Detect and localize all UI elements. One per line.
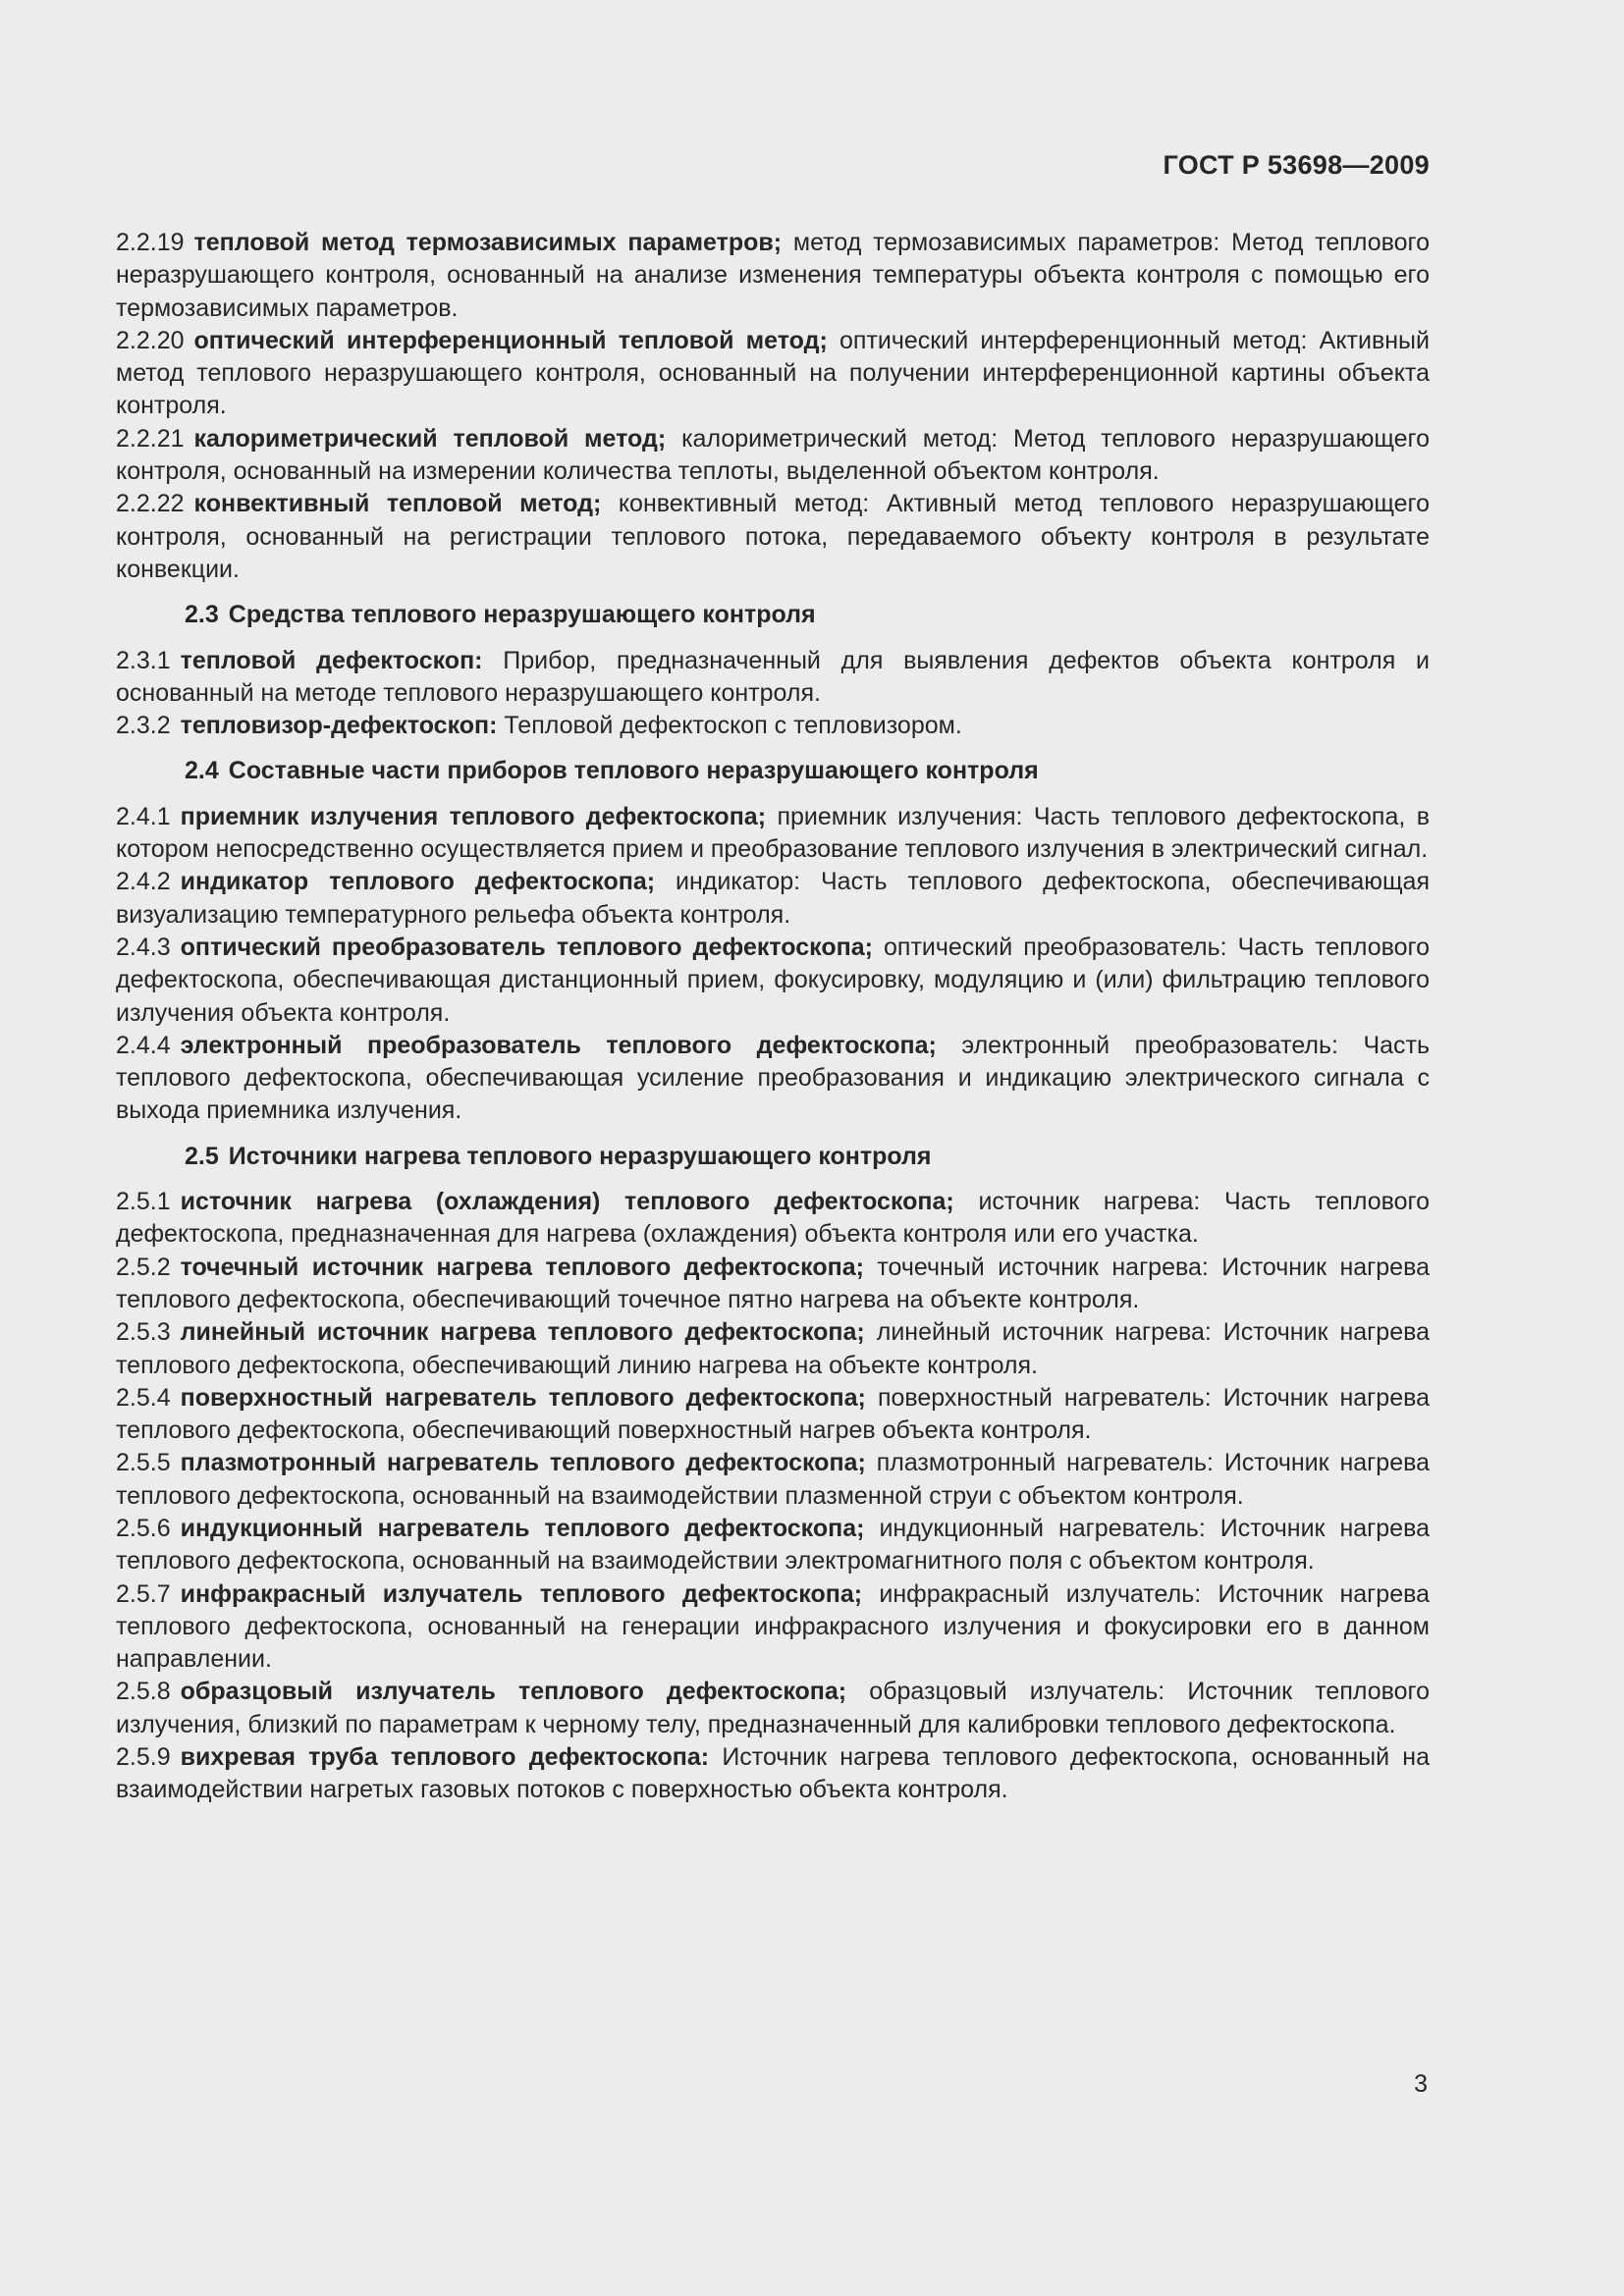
section-heading (116, 599, 1430, 631)
entry-text: индукционный нагреватель: Источник нагрева теплового дефектоскопа, основанный на взаимодействии электромагнитного поля с объектом контроля. (116, 1514, 1430, 1575)
entry-text: плазмотронный нагреватель: Источник нагрева теплового дефектоскопа, основанный на взаимодействии плазменной струи с объектом контроля. (116, 1449, 1431, 1510)
entry-number: 2.5.4 (116, 1383, 171, 1412)
definition-entry (116, 488, 1430, 586)
definition-entry (116, 1741, 1430, 1807)
entry-number: 2.5.3 (116, 1318, 171, 1347)
definition-entry (116, 1186, 1430, 1252)
entry-term: инфракрасный излучатель теплового дефектоскопа; (180, 1579, 863, 1608)
document-body (116, 227, 1430, 1807)
entry-number: 2.4.1 (116, 802, 171, 830)
entry-text: приемник излучения: Часть теплового дефектоскопа, в котором непосредственно осуществляется прием и преобразование теплового излучения в электрический сигнал. (116, 802, 1430, 864)
entry-text: инфракрасный излучатель: Источник нагрева теплового дефектоскопа, основанный на генерации инфракрасного излучения и фокусировки его в данном направлении. (116, 1579, 1430, 1674)
definition-entry (116, 932, 1430, 1030)
entry-number: 2.4.2 (116, 868, 171, 896)
entry-text: поверхностный нагреватель: Источник нагрева теплового дефектоскопа, обеспечивающий поверхностный нагрев объекта контроля. (116, 1383, 1431, 1445)
entry-text: линейный источник нагрева: Источник нагрева теплового дефектоскопа, обеспечивающий линию нагрева на объекте контроля. (116, 1318, 1431, 1379)
definition-entry (116, 645, 1430, 711)
entry-number: 2.5.7 (116, 1579, 171, 1608)
entry-number: 2.5.9 (116, 1743, 171, 1772)
entry-term: вихревая труба теплового дефектоскопа: (180, 1743, 710, 1772)
entry-text: оптический преобразователь: Часть теплового дефектоскопа, обеспечивающая дистанционный прием, фокусировку, модуляцию и (или) фильтрацию теплового излучения объекта контроля. (116, 933, 1430, 1027)
entry-term: калориметрический тепловой метод; (193, 424, 667, 453)
entry-term: тепловизор-дефектоскоп: (180, 712, 498, 740)
page-number: 3 (1414, 2070, 1428, 2098)
definition-entry (116, 1447, 1430, 1513)
definition-entry (116, 423, 1430, 489)
section-number: 2.5 (185, 1142, 219, 1170)
entry-term: поверхностный нагреватель теплового дефектоскопа; (180, 1383, 866, 1412)
entry-text: калориметрический метод: Метод теплового неразрушающего контроля, основанный на измерении количества теплоты, выделенной объектом контроля. (116, 424, 1430, 486)
document-header: ГОСТ Р 53698—2009 (1163, 150, 1430, 180)
entry-term: линейный источник нагрева теплового дефектоскопа; (180, 1318, 865, 1347)
entry-number: 2.2.22 (116, 490, 185, 518)
definition-entry (116, 227, 1430, 325)
section-title: Источники нагрева теплового неразрушающего контроля (228, 1142, 932, 1170)
entry-number: 2.2.21 (116, 424, 185, 453)
definition-entry (116, 710, 1430, 742)
definition-entry (116, 1030, 1430, 1128)
entry-term: конвективный тепловой метод; (193, 490, 602, 518)
entry-term: точечный источник нагрева теплового дефектоскопа; (180, 1253, 864, 1281)
entry-number: 2.5.5 (116, 1449, 171, 1477)
entry-text: оптический интерференционный метод: Активный метод теплового неразрушающего контроля, основанный на получении интерференционной картины объекта контроля. (116, 326, 1430, 420)
entry-term: индукционный нагреватель теплового дефектоскопа; (180, 1514, 865, 1542)
definition-entry (116, 1252, 1430, 1317)
entry-number: 2.2.19 (116, 229, 185, 256)
entry-text: индикатор: Часть теплового дефектоскопа, обеспечивающая визуализацию температурного рельефа объекта контроля. (116, 868, 1430, 929)
entry-text: точечный источник нагрева: Источник нагрева теплового дефектоскопа, обеспечивающий точечное пятно нагрева на объекте контроля. (116, 1253, 1430, 1313)
entry-number: 2.5.8 (116, 1678, 171, 1706)
entry-text: Источник нагрева теплового дефектоскопа, основанный на взаимодействии нагретых газовых потоков с поверхностью объекта контроля. (116, 1743, 1430, 1804)
entry-term: источник нагрева (охлаждения) теплового дефектоскопа; (180, 1188, 954, 1216)
entry-text: источник нагрева: Часть теплового дефектоскопа, предназначенная для нагрева (охлаждения) объекта контроля или его участка. (116, 1188, 1430, 1249)
entry-text: Тепловой дефектоскоп с тепловизором. (504, 712, 962, 740)
entry-text: Прибор, предназначенный для выявления дефектов объекта контроля и основанный на методе теплового неразрушающего контроля. (116, 646, 1430, 707)
entry-text: конвективный метод: Активный метод теплового неразрушающего контроля, основанный на регистрации теплового потока, передаваемого объекту контроля в результате конвекции. (116, 490, 1430, 583)
entry-number: 2.4.4 (116, 1031, 171, 1059)
entry-number: 2.3.2 (116, 712, 171, 740)
entry-term: тепловой метод термозависимых параметров; (193, 229, 783, 256)
entry-number: 2.5.6 (116, 1514, 171, 1542)
definition-entry (116, 1316, 1430, 1382)
entry-number: 2.4.3 (116, 933, 171, 961)
section-heading (116, 1141, 1430, 1173)
definition-entry (116, 801, 1430, 867)
definition-entry (116, 1676, 1430, 1741)
definition-entry (116, 866, 1430, 932)
entry-term: образцовый излучатель теплового дефектоскопа; (180, 1678, 847, 1706)
section-number: 2.4 (185, 757, 219, 785)
entry-term: электронный преобразователь теплового дефектоскопа; (180, 1031, 937, 1059)
section-heading (116, 755, 1430, 787)
entry-term: индикатор теплового дефектоскопа; (180, 868, 656, 896)
entry-number: 2.3.1 (116, 646, 171, 674)
entry-text: электронный преобразователь: Часть теплового дефектоскопа, обеспечивающая усиление преобразования и индикацию электрического сигнала с выхода приемника излучения. (116, 1031, 1430, 1125)
definition-entry (116, 1382, 1430, 1448)
entry-term: приемник излучения теплового дефектоскопа; (180, 802, 767, 830)
definition-entry (116, 1513, 1430, 1578)
entry-term: оптический интерференционный тепловой метод; (193, 326, 828, 354)
definition-entry (116, 1578, 1430, 1677)
section-title: Средства теплового неразрушающего контроля (228, 601, 816, 629)
entry-term: тепловой дефектоскоп: (180, 646, 483, 674)
entry-number: 2.5.1 (116, 1188, 171, 1216)
definition-entry (116, 325, 1430, 423)
entry-number: 2.2.20 (116, 326, 185, 354)
entry-term: плазмотронный нагреватель теплового дефектоскопа; (180, 1449, 866, 1477)
entry-text: образцовый излучатель: Источник теплового излучения, близкий по параметрам к черному телу, предназначенный для калибровки теплового дефектоскопа. (116, 1678, 1430, 1738)
entry-number: 2.5.2 (116, 1253, 171, 1281)
entry-text: метод термозависимых параметров: Метод теплового неразрушающего контроля, основанный на анализе изменения температуры объекта контроля с помощью его термозависимых параметров. (116, 229, 1430, 322)
section-number: 2.3 (185, 601, 219, 629)
section-title: Составные части приборов теплового неразрушающего контроля (228, 757, 1039, 785)
entry-term: оптический преобразователь теплового дефектоскопа; (180, 933, 873, 961)
